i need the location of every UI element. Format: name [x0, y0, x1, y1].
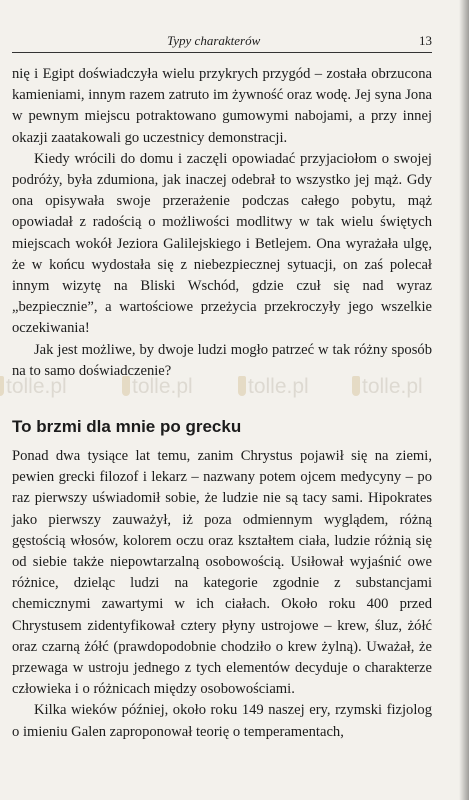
paragraph: Kiedy wrócili do domu i zaczęli opowiadać przyjaciołom o swojej podróży, była zdumiona, jak inaczej odebrał to wszystko jej mąż. Gdy ona opisywała swoje przerażenie podczas całego pobytu, mąż opowiadał z radością o możliwości modlitwy w tak wielu świętych miejscach wokół Jeziora Galilejskiego i Betlejem. Ona wyrażała ulgę, że w końcu wydostała się z niebezpiecznej sytuacji, on zaś polecał innym wizytę na Bliski Wschód, gdzie czuł się nad wyraz „bezpiecznie”, a wartościowe przeżycia przekroczyły jego wszelkie oczekiwania! [12, 150, 432, 337]
paragraph: Kilka wieków później, około roku 149 naszej ery, rzymski fizjolog o imieniu Galen zaproponował teorię o temperamentach, [12, 702, 432, 740]
watermark-text: tolle.pl [6, 375, 67, 398]
section-heading: To brzmi dla mnie po grecku [12, 417, 242, 437]
watermark-logo-icon [0, 376, 4, 396]
running-title: Typy charakterów [167, 33, 261, 48]
paragraph: Ponad dwa tysiące lat temu, zanim Chrystus pojawił się na ziemi, pewien grecki filozof i lekarz – nazwany potem ojcem medycyny – po raz pierwszy uświadomił sobie, że ludzie nie są tacy sami. Hipokrates jako pierwszy zauważył, iż poza odmiennym wyglądem, różną gęstością włosów, kolorem oczu oraz kształtem ciała, ludzie różnią się od siebie także niepowtarzalną osobowością. Usiłował wyjaśnić owe różnice, dzieląc ludzi na kategorie zgodnie z substancjami chemicznymi zawartymi w ich ciałach. Około roku 400 przed Chrystusem zidentyfikował cztery płyny ustrojowe – krew, śluz, żółć oraz czarną żółć (prawdopodobnie chodziło o krew żylną). Uważał, że przewaga w ustroju jednego z tych elementów decyduje o charakterze człowieka i o różnicach między osobowościami. [12, 448, 432, 698]
header-rule [12, 52, 432, 53]
watermark-text: tolle.pl [132, 375, 193, 398]
page-edge-shadow [459, 0, 469, 800]
watermark-text: tolle.pl [362, 375, 423, 398]
page-number: 13 [419, 33, 432, 48]
running-header [12, 33, 432, 51]
paragraph: nię i Egipt doświadczyła wielu przykrych przygód – została obrzucona kamieniami, innym razem zatruto im żywność oraz wodę. Jej syna Jona w pewnym miejscu potraktowano gumowymi nabojami, a przy innej okazji zaatakowali go uczestnicy demonstracji. [12, 66, 432, 146]
body-text [12, 64, 432, 743]
paragraph: Jak jest możliwe, by dwoje ludzi mogło patrzeć w tak różny sposób na to samo doświadczenie? [12, 341, 432, 379]
watermark-text: tolle.pl [248, 375, 309, 398]
